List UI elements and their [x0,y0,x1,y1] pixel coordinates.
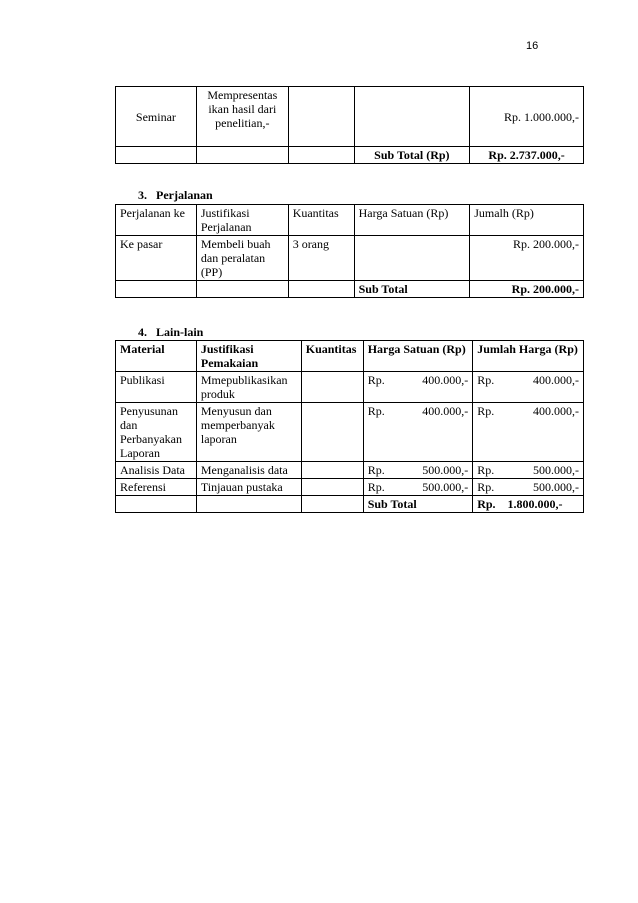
justification-cell: Mmepublikasikan produk [196,372,301,403]
total-cell [473,403,584,462]
material-cell: Referensi [116,479,197,496]
table-row [116,87,584,147]
empty-cell [116,281,197,298]
page-number: 16 [526,40,539,52]
currency-label: Rp. [477,404,495,418]
amount-cell: Rp. 1.000.000,- [470,87,584,147]
empty-cell [196,147,288,164]
empty-cell [116,147,197,164]
material-cell: Publikasi [116,372,197,403]
total-cell [473,462,584,479]
table-row [116,236,584,281]
subtotal-value: Rp. 2.737.000,- [470,147,584,164]
total-cell [473,479,584,496]
justification-cell [196,87,288,147]
total-value: 500.000,- [533,480,579,494]
table-row [116,403,584,462]
total-cell: Rp. 200.000,- [470,236,584,281]
empty-cell [196,496,301,513]
unit-price-cell [354,236,470,281]
empty-cell [288,281,354,298]
section-title: Perjalanan [156,188,213,202]
total-value: 400.000,- [533,404,579,418]
justification-cell: Tinjauan pustaka [196,479,301,496]
table-row [116,479,584,496]
quantity-cell [301,372,363,403]
empty-cell [196,281,288,298]
table-header-row [116,205,584,236]
header-cell: Material [116,341,197,372]
subtotal-label: Sub Total [363,496,473,513]
table-row [116,372,584,403]
subtotal-row [116,281,584,298]
currency-label: Rp. [367,404,385,418]
justification-line: Mempresentas [207,88,278,102]
empty-cell [288,87,354,147]
price-cell [363,403,473,462]
quantity-cell: 3 orang [288,236,354,281]
currency-label: Rp. [367,463,385,477]
header-cell: Justifikasi Perjalanan [196,205,288,236]
justification-cell: Menyusun dan memperbanyak laporan [196,403,301,462]
budget-table-continued [115,86,584,164]
header-cell: Harga Satuan (Rp) [354,205,470,236]
header-cell: Perjalanan ke [116,205,197,236]
table-header-row [116,341,584,372]
subtotal-value: Rp. 1.800.000,- [473,496,584,513]
quantity-cell [301,479,363,496]
section-number: 3. [138,188,147,202]
quantity-cell [301,403,363,462]
empty-cell [354,87,470,147]
header-cell: Jumalh (Rp) [470,205,584,236]
activity-cell: Seminar [116,87,197,147]
section-4-heading [138,325,203,340]
justification-line: ikan hasil dari [208,102,277,116]
justification-cell: Membeli buah dan peralatan (PP) [196,236,288,281]
subtotal-row [116,496,584,513]
price-value: 400.000,- [422,404,469,418]
price-cell [363,479,473,496]
subtotal-label: Sub Total (Rp) [354,147,470,164]
section-number: 4. [138,325,147,339]
material-cell: Analisis Data [116,462,197,479]
header-cell: Kuantitas [301,341,363,372]
total-value: 400.000,- [533,373,579,387]
empty-cell [288,147,354,164]
other-costs-table [115,340,584,513]
price-cell [363,462,473,479]
quantity-cell [301,462,363,479]
total-cell [473,372,584,403]
subtotal-label: Sub Total [354,281,470,298]
currency-label: Rp. [367,373,385,387]
subtotal-row [116,147,584,164]
total-value: 500.000,- [533,463,579,477]
price-cell [363,372,473,403]
material-cell: Penyusunan dan Perbanyakan Laporan [116,403,197,462]
subtotal-value: Rp. 200.000,- [470,281,584,298]
table-row [116,462,584,479]
section-3-heading [138,188,213,203]
currency-label: Rp. [477,463,495,477]
empty-cell [116,496,197,513]
justification-cell: Menganalisis data [196,462,301,479]
header-cell: Jumlah Harga (Rp) [473,341,584,372]
empty-cell [301,496,363,513]
header-cell: Justifikasi Pemakaian [196,341,301,372]
price-value: 500.000,- [422,463,469,477]
justification-line: penelitian,- [215,116,270,130]
header-cell: Harga Satuan (Rp) [363,341,473,372]
header-cell: Kuantitas [288,205,354,236]
currency-label: Rp. [367,480,385,494]
section-title: Lain-lain [156,325,204,339]
price-value: 500.000,- [422,480,469,494]
price-value: 400.000,- [422,373,469,387]
destination-cell: Ke pasar [116,236,197,281]
currency-label: Rp. [477,480,495,494]
travel-table [115,204,584,298]
currency-label: Rp. [477,373,495,387]
